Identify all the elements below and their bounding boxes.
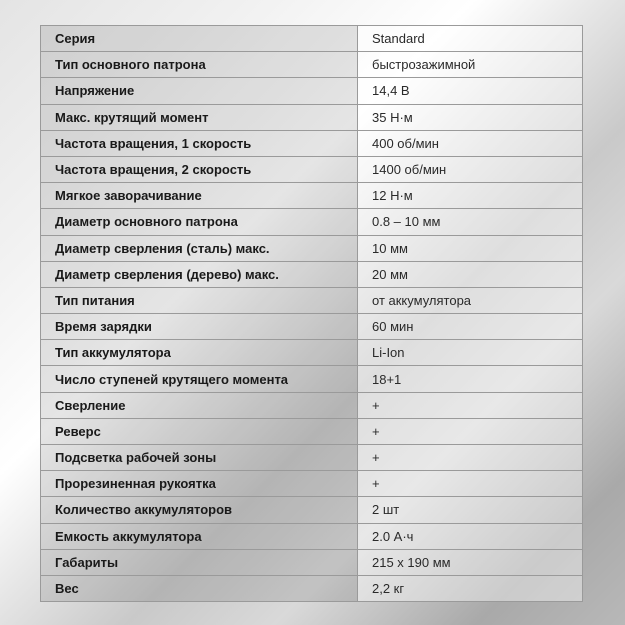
spec-label: Серия	[41, 26, 358, 52]
spec-row	[41, 575, 583, 601]
spec-label: Сверление	[41, 392, 358, 418]
spec-value: 12 Н·м	[358, 183, 583, 209]
spec-row	[41, 471, 583, 497]
spec-label: Габариты	[41, 549, 358, 575]
spec-label: Емкость аккумулятора	[41, 523, 358, 549]
spec-row	[41, 418, 583, 444]
spec-value: 0.8 – 10 мм	[358, 209, 583, 235]
spec-label: Макс. крутящий момент	[41, 104, 358, 130]
spec-row	[41, 392, 583, 418]
spec-value: 2 шт	[358, 497, 583, 523]
spec-row	[41, 445, 583, 471]
spec-label: Частота вращения, 1 скорость	[41, 130, 358, 156]
spec-row	[41, 366, 583, 392]
spec-row	[41, 549, 583, 575]
spec-label: Подсветка рабочей зоны	[41, 445, 358, 471]
spec-row	[41, 523, 583, 549]
spec-row	[41, 235, 583, 261]
spec-value: 400 об/мин	[358, 130, 583, 156]
spec-label: Диаметр сверления (дерево) макс.	[41, 261, 358, 287]
spec-row	[41, 497, 583, 523]
spec-row	[41, 130, 583, 156]
spec-value: быстрозажимной	[358, 52, 583, 78]
spec-label: Тип аккумулятора	[41, 340, 358, 366]
spec-label: Мягкое заворачивание	[41, 183, 358, 209]
spec-value: 215 х 190 мм	[358, 549, 583, 575]
spec-row	[41, 78, 583, 104]
spec-value: 18+1	[358, 366, 583, 392]
spec-value: 35 Н·м	[358, 104, 583, 130]
spec-value: +	[358, 471, 583, 497]
spec-label: Тип основного патрона	[41, 52, 358, 78]
spec-label: Время зарядки	[41, 314, 358, 340]
spec-label: Число ступеней крутящего момента	[41, 366, 358, 392]
spec-label: Частота вращения, 2 скорость	[41, 156, 358, 182]
spec-label: Вес	[41, 575, 358, 601]
spec-row	[41, 314, 583, 340]
spec-label: Тип питания	[41, 287, 358, 313]
spec-value: +	[358, 418, 583, 444]
spec-row	[41, 287, 583, 313]
spec-value: +	[358, 392, 583, 418]
spec-row	[41, 209, 583, 235]
spec-row	[41, 183, 583, 209]
spec-row	[41, 52, 583, 78]
spec-label: Диаметр сверления (сталь) макс.	[41, 235, 358, 261]
spec-value: Li-Ion	[358, 340, 583, 366]
spec-row	[41, 340, 583, 366]
spec-value: 2.0 А·ч	[358, 523, 583, 549]
spec-label: Количество аккумуляторов	[41, 497, 358, 523]
spec-row	[41, 261, 583, 287]
spec-value: 20 мм	[358, 261, 583, 287]
spec-label: Реверс	[41, 418, 358, 444]
spec-label: Напряжение	[41, 78, 358, 104]
spec-row	[41, 26, 583, 52]
spec-value: Standard	[358, 26, 583, 52]
spec-value: 2,2 кг	[358, 575, 583, 601]
spec-label: Прорезиненная рукоятка	[41, 471, 358, 497]
spec-value: 60 мин	[358, 314, 583, 340]
spec-value: 10 мм	[358, 235, 583, 261]
spec-row	[41, 104, 583, 130]
spec-value: +	[358, 445, 583, 471]
spec-table	[40, 25, 583, 602]
spec-value: 1400 об/мин	[358, 156, 583, 182]
spec-label: Диаметр основного патрона	[41, 209, 358, 235]
spec-value: от аккумулятора	[358, 287, 583, 313]
spec-value: 14,4 В	[358, 78, 583, 104]
spec-table-body	[41, 26, 583, 602]
spec-row	[41, 156, 583, 182]
